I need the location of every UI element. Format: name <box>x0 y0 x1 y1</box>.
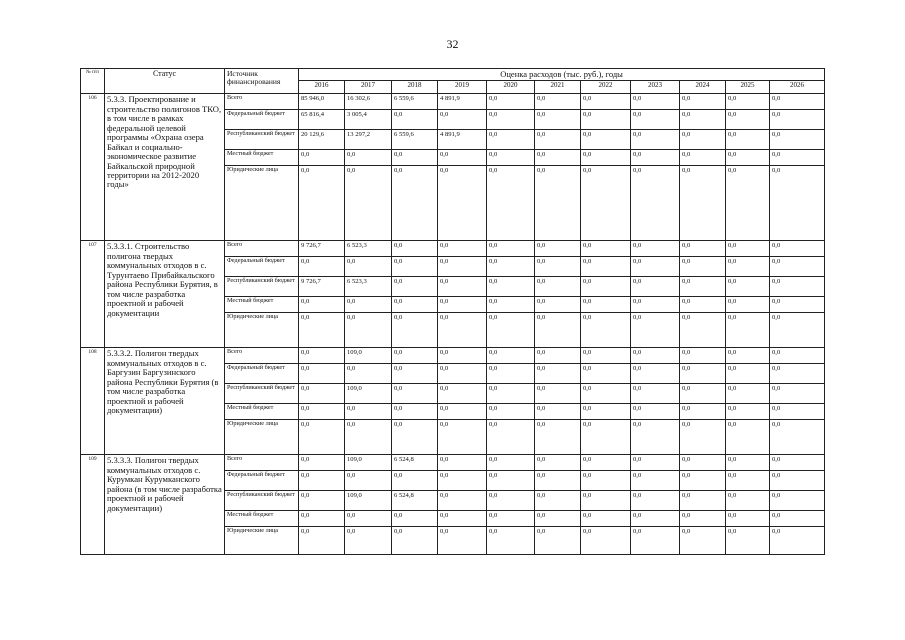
table-row <box>81 455 825 471</box>
expense-value-cell: 0,0 <box>535 384 581 404</box>
expense-value-cell: 0,0 <box>345 511 392 527</box>
expense-value-cell: 0,0 <box>726 297 770 313</box>
expense-value-cell: 0,0 <box>535 491 581 511</box>
expense-value-cell: 0,0 <box>438 384 487 404</box>
funding-source-cell: Республиканский бюджет <box>225 277 299 297</box>
expense-value-cell: 0,0 <box>487 166 535 241</box>
row-number: 108 <box>81 348 105 455</box>
expense-value-cell: 0,0 <box>631 455 680 471</box>
expense-value-cell: 0,0 <box>392 471 438 491</box>
status-cell: 5.3.3. Проектирование и строительство полигонов ТКО, в том числе в рамках федеральной целевой программы «Охрана озера Байкал и социально-экономическое развитие Байкальской природной территории на 2012-2020 годы» <box>105 94 225 241</box>
expense-value-cell: 9 726,7 <box>299 241 345 257</box>
funding-source-cell: Федеральный бюджет <box>225 471 299 491</box>
expense-value-cell: 0,0 <box>726 257 770 277</box>
expense-value-cell: 0,0 <box>680 471 726 491</box>
expense-value-cell: 0,0 <box>345 527 392 555</box>
expense-value-cell: 0,0 <box>631 150 680 166</box>
funding-source-cell: Республиканский бюджет <box>225 384 299 404</box>
expense-value-cell: 0,0 <box>299 404 345 420</box>
header-year: 2019 <box>438 81 487 94</box>
expense-value-cell: 0,0 <box>581 491 631 511</box>
expense-value-cell: 0,0 <box>581 257 631 277</box>
expense-value-cell: 6 524,8 <box>392 455 438 471</box>
expense-value-cell: 0,0 <box>680 257 726 277</box>
funding-source-cell: Юридические лица <box>225 420 299 455</box>
expense-value-cell: 0,0 <box>631 471 680 491</box>
expense-value-cell: 0,0 <box>726 511 770 527</box>
expense-value-cell: 0,0 <box>438 166 487 241</box>
expense-value-cell: 0,0 <box>299 511 345 527</box>
expense-value-cell: 0,0 <box>535 420 581 455</box>
expense-value-cell: 0,0 <box>345 471 392 491</box>
expense-value-cell: 0,0 <box>631 527 680 555</box>
table-row <box>81 94 825 110</box>
expense-value-cell: 0,0 <box>726 404 770 420</box>
funding-source-cell: Всего <box>225 94 299 110</box>
expense-value-cell: 0,0 <box>392 257 438 277</box>
header-year: 2018 <box>392 81 438 94</box>
page-number: 32 <box>446 37 459 51</box>
expense-value-cell: 0,0 <box>581 110 631 130</box>
expense-value-cell: 0,0 <box>680 364 726 384</box>
expense-value-cell: 0,0 <box>299 313 345 348</box>
expense-value-cell: 0,0 <box>535 313 581 348</box>
expense-value-cell: 0,0 <box>726 94 770 110</box>
expense-value-cell: 0,0 <box>438 491 487 511</box>
expense-value-cell: 0,0 <box>631 130 680 150</box>
expense-value-cell: 0,0 <box>438 110 487 130</box>
expense-value-cell: 0,0 <box>680 527 726 555</box>
expense-value-cell: 0,0 <box>726 348 770 364</box>
expense-value-cell: 0,0 <box>631 297 680 313</box>
expense-value-cell: 0,0 <box>581 384 631 404</box>
expense-value-cell: 0,0 <box>345 257 392 277</box>
header-year: 2023 <box>631 81 680 94</box>
expense-value-cell: 0,0 <box>680 404 726 420</box>
expense-value-cell: 0,0 <box>581 150 631 166</box>
expense-value-cell: 0,0 <box>299 348 345 364</box>
expense-value-cell: 0,0 <box>726 130 770 150</box>
expense-value-cell: 0,0 <box>438 364 487 384</box>
expense-value-cell: 13 297,2 <box>345 130 392 150</box>
expense-value-cell: 0,0 <box>487 313 535 348</box>
expense-value-cell: 0,0 <box>770 313 825 348</box>
expense-value-cell: 0,0 <box>581 94 631 110</box>
expense-value-cell: 0,0 <box>535 404 581 420</box>
expense-value-cell: 0,0 <box>726 241 770 257</box>
expense-value-cell: 0,0 <box>726 420 770 455</box>
expense-value-cell: 0,0 <box>680 491 726 511</box>
expense-value-cell: 0,0 <box>680 110 726 130</box>
expense-value-cell: 0,0 <box>392 277 438 297</box>
expense-value-cell: 0,0 <box>680 130 726 150</box>
expense-value-cell: 0,0 <box>392 241 438 257</box>
expense-value-cell: 0,0 <box>345 404 392 420</box>
expense-value-cell: 0,0 <box>770 364 825 384</box>
funding-source-cell: Республиканский бюджет <box>225 491 299 511</box>
expense-value-cell: 4 891,9 <box>438 130 487 150</box>
expense-value-cell: 0,0 <box>680 384 726 404</box>
expense-value-cell: 0,0 <box>631 491 680 511</box>
header-year: 2025 <box>726 81 770 94</box>
expense-value-cell: 0,0 <box>581 404 631 420</box>
expense-value-cell: 0,0 <box>770 277 825 297</box>
expense-value-cell: 109,0 <box>345 491 392 511</box>
expense-value-cell: 0,0 <box>487 257 535 277</box>
expense-value-cell: 0,0 <box>487 471 535 491</box>
row-number: 109 <box>81 455 105 555</box>
status-cell: 5.3.3.1. Строительство полигона твердых коммунальных отходов в с. Турунтаево Прибайкальского района Республики Бурятия, в том числе разработка проектной и рабочей документации <box>105 241 225 348</box>
expense-value-cell: 0,0 <box>535 471 581 491</box>
expense-value-cell: 0,0 <box>770 241 825 257</box>
expense-value-cell: 0,0 <box>438 471 487 491</box>
funding-source-cell: Местный бюджет <box>225 511 299 527</box>
funding-source-cell: Федеральный бюджет <box>225 110 299 130</box>
expense-value-cell: 0,0 <box>392 364 438 384</box>
expense-value-cell: 0,0 <box>487 277 535 297</box>
expense-value-cell: 4 891,9 <box>438 94 487 110</box>
funding-source-cell: Федеральный бюджет <box>225 257 299 277</box>
expense-value-cell: 0,0 <box>535 511 581 527</box>
expense-value-cell: 0,0 <box>299 455 345 471</box>
expense-value-cell: 0,0 <box>438 404 487 420</box>
expense-value-cell: 0,0 <box>487 110 535 130</box>
expense-value-cell: 0,0 <box>726 455 770 471</box>
expense-value-cell: 0,0 <box>438 150 487 166</box>
expense-value-cell: 0,0 <box>345 313 392 348</box>
expense-value-cell: 0,0 <box>631 94 680 110</box>
expense-value-cell: 0,0 <box>581 130 631 150</box>
expense-value-cell: 0,0 <box>680 277 726 297</box>
expense-value-cell: 0,0 <box>392 348 438 364</box>
expense-value-cell: 0,0 <box>487 491 535 511</box>
expense-value-cell: 0,0 <box>487 297 535 313</box>
expense-value-cell: 0,0 <box>631 277 680 297</box>
row-number: 107 <box>81 241 105 348</box>
expense-value-cell: 0,0 <box>680 511 726 527</box>
expense-value-cell: 109,0 <box>345 384 392 404</box>
expense-value-cell: 0,0 <box>631 364 680 384</box>
table-row <box>81 348 825 364</box>
header-estimate: Оценка расходов (тыс. руб.), годы <box>299 69 825 81</box>
expense-value-cell: 0,0 <box>680 297 726 313</box>
expense-value-cell: 6 524,8 <box>392 491 438 511</box>
header-year: 2021 <box>535 81 581 94</box>
expense-value-cell: 0,0 <box>581 277 631 297</box>
header-year: 2024 <box>680 81 726 94</box>
expense-value-cell: 0,0 <box>392 297 438 313</box>
expense-value-cell: 0,0 <box>392 384 438 404</box>
expense-value-cell: 0,0 <box>631 404 680 420</box>
expense-value-cell: 0,0 <box>631 348 680 364</box>
expense-value-cell: 0,0 <box>535 130 581 150</box>
expense-value-cell: 0,0 <box>392 150 438 166</box>
expense-value-cell: 0,0 <box>680 420 726 455</box>
expense-value-cell: 0,0 <box>770 404 825 420</box>
expense-value-cell: 0,0 <box>631 257 680 277</box>
expense-value-cell: 0,0 <box>680 241 726 257</box>
expense-value-cell: 0,0 <box>535 348 581 364</box>
expense-value-cell: 0,0 <box>392 313 438 348</box>
expense-value-cell: 0,0 <box>438 241 487 257</box>
expense-value-cell: 0,0 <box>438 297 487 313</box>
expense-value-cell: 0,0 <box>438 257 487 277</box>
expense-value-cell: 9 726,7 <box>299 277 345 297</box>
expense-value-cell: 0,0 <box>535 150 581 166</box>
expense-value-cell: 0,0 <box>438 277 487 297</box>
expense-value-cell: 0,0 <box>770 257 825 277</box>
expense-value-cell: 0,0 <box>726 491 770 511</box>
funding-source-cell: Федеральный бюджет <box>225 364 299 384</box>
funding-source-cell: Республиканский бюджет <box>225 130 299 150</box>
expense-value-cell: 0,0 <box>680 166 726 241</box>
expense-value-cell: 6 523,3 <box>345 241 392 257</box>
expense-value-cell: 0,0 <box>680 348 726 364</box>
expense-value-cell: 0,0 <box>770 511 825 527</box>
expense-value-cell: 0,0 <box>487 511 535 527</box>
funding-source-cell: Всего <box>225 241 299 257</box>
expense-value-cell: 0,0 <box>726 110 770 130</box>
expense-value-cell: 0,0 <box>345 297 392 313</box>
expense-value-cell: 0,0 <box>535 166 581 241</box>
expense-value-cell: 65 816,4 <box>299 110 345 130</box>
expense-value-cell: 0,0 <box>680 455 726 471</box>
expense-value-cell: 0,0 <box>535 527 581 555</box>
table-row <box>81 241 825 257</box>
expense-value-cell: 0,0 <box>487 420 535 455</box>
expense-value-cell: 0,0 <box>770 348 825 364</box>
expense-value-cell: 0,0 <box>770 297 825 313</box>
expense-value-cell: 0,0 <box>726 527 770 555</box>
expense-value-cell: 0,0 <box>535 257 581 277</box>
expense-value-cell: 0,0 <box>581 313 631 348</box>
expense-value-cell: 0,0 <box>392 511 438 527</box>
expense-value-cell: 0,0 <box>299 150 345 166</box>
expense-value-cell: 0,0 <box>392 404 438 420</box>
header-year: 2016 <box>299 81 345 94</box>
expense-value-cell: 0,0 <box>438 313 487 348</box>
expense-value-cell: 0,0 <box>770 455 825 471</box>
expense-value-cell: 0,0 <box>487 130 535 150</box>
expense-value-cell: 0,0 <box>581 297 631 313</box>
expense-value-cell: 0,0 <box>535 241 581 257</box>
header-year: 2026 <box>770 81 825 94</box>
header-source: Источник финансирования <box>225 69 299 94</box>
expense-value-cell: 3 005,4 <box>345 110 392 130</box>
header-status: Статус <box>105 69 225 94</box>
expense-value-cell: 0,0 <box>726 150 770 166</box>
expense-value-cell: 0,0 <box>345 420 392 455</box>
expense-value-cell: 0,0 <box>487 455 535 471</box>
expense-value-cell: 0,0 <box>438 420 487 455</box>
expense-value-cell: 0,0 <box>581 455 631 471</box>
expense-value-cell: 0,0 <box>726 313 770 348</box>
status-cell: 5.3.3.2. Полигон твердых коммунальных отходов в с. Баргузин Баргузинского района Республики Бурятия (в том числе разработка проектной и рабочей документации) <box>105 348 225 455</box>
expense-value-cell: 0,0 <box>770 420 825 455</box>
funding-source-cell: Местный бюджет <box>225 297 299 313</box>
expense-value-cell: 0,0 <box>581 471 631 491</box>
expense-value-cell: 0,0 <box>770 94 825 110</box>
expense-value-cell: 0,0 <box>631 511 680 527</box>
expense-value-cell: 20 129,6 <box>299 130 345 150</box>
expense-value-cell: 0,0 <box>438 348 487 364</box>
expense-value-cell: 0,0 <box>770 527 825 555</box>
expense-value-cell: 0,0 <box>631 166 680 241</box>
expense-value-cell: 16 302,6 <box>345 94 392 110</box>
expense-value-cell: 0,0 <box>299 166 345 241</box>
expense-value-cell: 0,0 <box>299 297 345 313</box>
row-number: 106 <box>81 94 105 241</box>
expense-value-cell: 0,0 <box>487 94 535 110</box>
header-year: 2020 <box>487 81 535 94</box>
expense-value-cell: 0,0 <box>581 420 631 455</box>
expense-value-cell: 0,0 <box>487 150 535 166</box>
expense-value-cell: 0,0 <box>770 110 825 130</box>
expense-value-cell: 6 559,6 <box>392 94 438 110</box>
expense-value-cell: 0,0 <box>726 384 770 404</box>
expense-value-cell: 0,0 <box>299 257 345 277</box>
status-cell: 5.3.3.3. Полигон твердых коммунальных отходов с. Курумкан Курумканского района (в том числе разработка проектной и рабочей документации) <box>105 455 225 555</box>
expense-table <box>80 68 825 555</box>
funding-source-cell: Местный бюджет <box>225 404 299 420</box>
expense-value-cell: 0,0 <box>726 166 770 241</box>
expense-value-cell: 0,0 <box>581 166 631 241</box>
funding-source-cell: Юридические лица <box>225 313 299 348</box>
expense-value-cell: 0,0 <box>680 313 726 348</box>
expense-value-cell: 0,0 <box>631 313 680 348</box>
funding-source-cell: Юридические лица <box>225 166 299 241</box>
expense-value-cell: 0,0 <box>487 364 535 384</box>
expense-value-cell: 0,0 <box>680 150 726 166</box>
expense-value-cell: 0,0 <box>345 166 392 241</box>
expense-value-cell: 0,0 <box>581 527 631 555</box>
expense-value-cell: 0,0 <box>726 277 770 297</box>
funding-source-cell: Всего <box>225 455 299 471</box>
expense-value-cell: 0,0 <box>535 297 581 313</box>
expense-value-cell: 0,0 <box>487 527 535 555</box>
expense-value-cell: 0,0 <box>392 166 438 241</box>
expense-value-cell: 0,0 <box>535 110 581 130</box>
expense-value-cell: 0,0 <box>299 527 345 555</box>
expense-value-cell: 0,0 <box>535 277 581 297</box>
expense-value-cell: 0,0 <box>535 94 581 110</box>
expense-value-cell: 0,0 <box>535 364 581 384</box>
expense-value-cell: 0,0 <box>680 94 726 110</box>
expense-value-cell: 0,0 <box>299 420 345 455</box>
expense-value-cell: 0,0 <box>487 348 535 364</box>
expense-value-cell: 85 946,0 <box>299 94 345 110</box>
expense-value-cell: 0,0 <box>438 455 487 471</box>
expense-value-cell: 0,0 <box>581 364 631 384</box>
expense-value-cell: 0,0 <box>770 150 825 166</box>
expense-value-cell: 0,0 <box>631 420 680 455</box>
expense-value-cell: 0,0 <box>631 110 680 130</box>
expense-value-cell: 0,0 <box>392 527 438 555</box>
funding-source-cell: Местный бюджет <box>225 150 299 166</box>
expense-value-cell: 0,0 <box>631 241 680 257</box>
header-no: № п/п <box>81 69 105 94</box>
header-row <box>81 69 825 81</box>
expense-value-cell: 0,0 <box>581 348 631 364</box>
expense-value-cell: 0,0 <box>299 384 345 404</box>
expense-value-cell: 0,0 <box>299 364 345 384</box>
expense-value-cell: 0,0 <box>726 471 770 491</box>
expense-value-cell: 0,0 <box>392 110 438 130</box>
expense-value-cell: 0,0 <box>438 527 487 555</box>
expense-value-cell: 0,0 <box>770 166 825 241</box>
expense-value-cell: 0,0 <box>726 364 770 384</box>
expense-value-cell: 0,0 <box>438 511 487 527</box>
header-year: 2017 <box>345 81 392 94</box>
funding-source-cell: Всего <box>225 348 299 364</box>
expense-value-cell: 0,0 <box>487 384 535 404</box>
expense-value-cell: 0,0 <box>299 491 345 511</box>
expense-value-cell: 0,0 <box>535 455 581 471</box>
expense-value-cell: 6 559,6 <box>392 130 438 150</box>
funding-source-cell: Юридические лица <box>225 527 299 555</box>
expense-value-cell: 0,0 <box>770 384 825 404</box>
expense-value-cell: 0,0 <box>770 130 825 150</box>
expense-value-cell: 0,0 <box>487 404 535 420</box>
expense-value-cell: 0,0 <box>631 384 680 404</box>
expense-value-cell: 0,0 <box>345 364 392 384</box>
expense-value-cell: 109,0 <box>345 348 392 364</box>
header-year: 2022 <box>581 81 631 94</box>
expense-value-cell: 109,0 <box>345 455 392 471</box>
expense-value-cell: 0,0 <box>581 241 631 257</box>
expense-value-cell: 0,0 <box>581 511 631 527</box>
expense-value-cell: 0,0 <box>299 471 345 491</box>
expense-value-cell: 0,0 <box>487 241 535 257</box>
expense-value-cell: 0,0 <box>345 150 392 166</box>
expense-value-cell: 0,0 <box>770 471 825 491</box>
expense-value-cell: 0,0 <box>392 420 438 455</box>
expense-value-cell: 6 523,3 <box>345 277 392 297</box>
expense-value-cell: 0,0 <box>770 491 825 511</box>
